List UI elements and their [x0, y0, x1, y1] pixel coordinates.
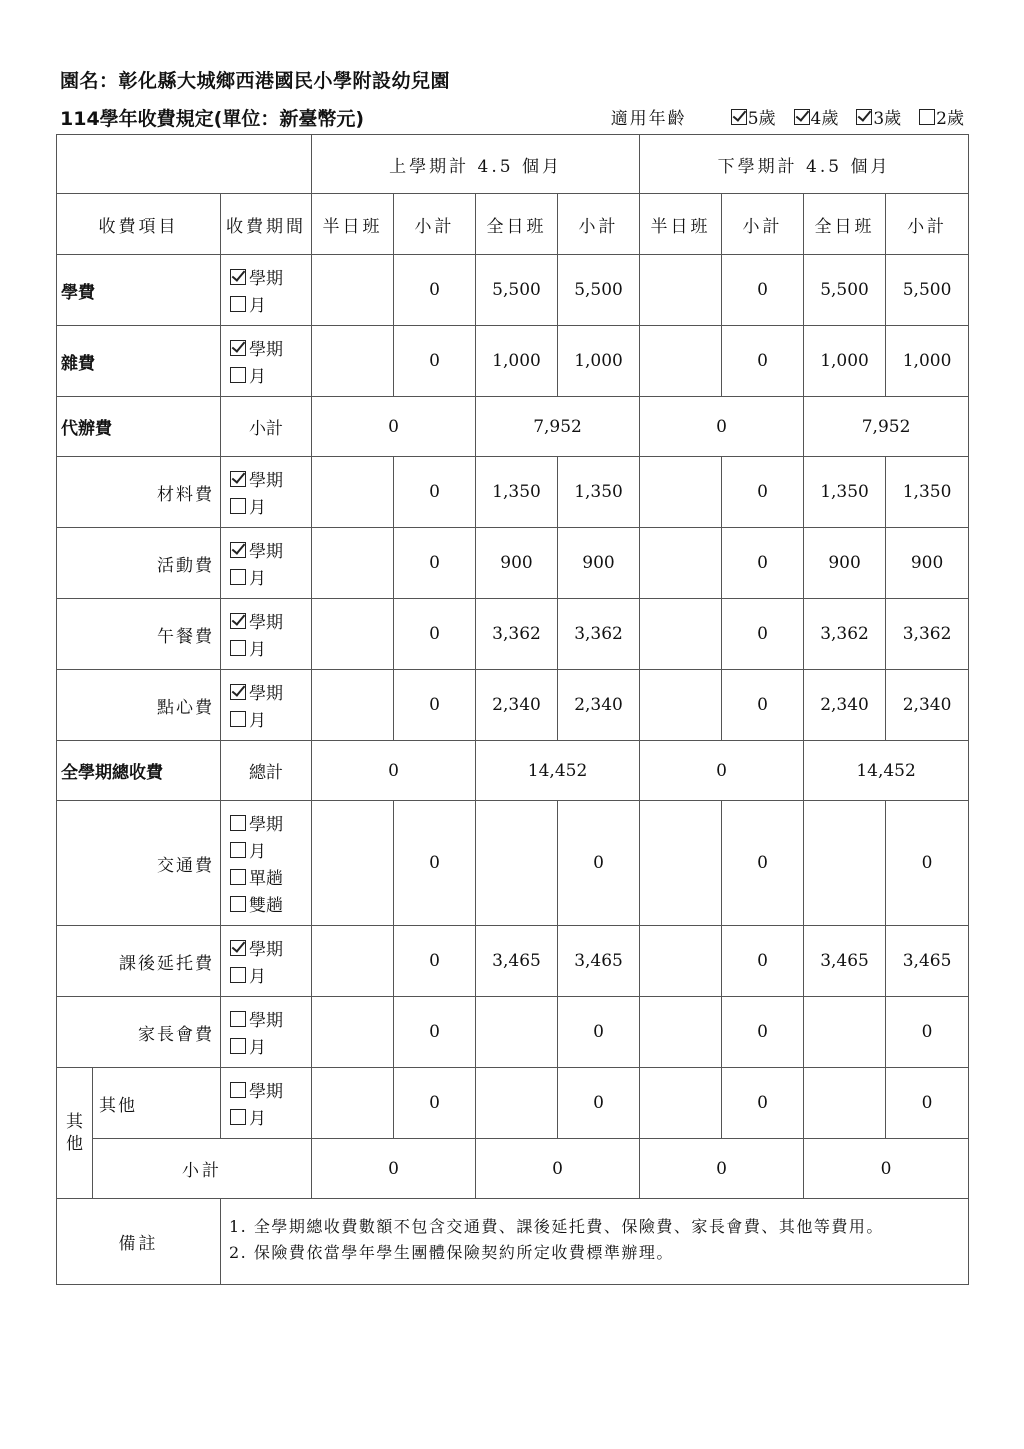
table-row [57, 741, 969, 801]
period-cell: 小計 [221, 397, 312, 457]
notes-row [57, 1199, 969, 1285]
cell: 900 [558, 528, 640, 599]
table-row [57, 926, 969, 997]
cell: 0 [312, 397, 476, 457]
period-options [221, 528, 312, 599]
cell: 0 [722, 670, 804, 741]
cell: 0 [722, 1068, 804, 1139]
cell [312, 670, 394, 741]
cell [804, 801, 886, 926]
age-label: 5歲 [747, 109, 776, 129]
checkbox-empty-icon [919, 109, 935, 125]
table-row [57, 1068, 969, 1139]
option-label: 月 [249, 498, 266, 518]
option-label: 雙趟 [249, 896, 283, 916]
cell: 2,340 [804, 670, 886, 741]
cell: 3,362 [558, 599, 640, 670]
period-cell: 總計 [221, 741, 312, 801]
row-label: 材料費 [57, 457, 221, 528]
cell: 0 [640, 397, 804, 457]
option-label: 學期 [249, 269, 283, 289]
cell: 7,952 [804, 397, 969, 457]
cell: 0 [558, 997, 640, 1068]
period-options [221, 599, 312, 670]
period-options [221, 926, 312, 997]
subtotal-header: 小計 [394, 194, 476, 255]
cell [312, 528, 394, 599]
table-row [57, 670, 969, 741]
checkbox-empty-icon[interactable] [230, 869, 246, 885]
checkbox-checked-icon [856, 109, 872, 125]
table-row [57, 801, 969, 926]
checkbox-empty-icon[interactable] [230, 1011, 246, 1027]
item-header: 收費項目 [57, 194, 221, 255]
ages-label: 適用年齡 [610, 109, 687, 129]
cell: 0 [558, 1068, 640, 1139]
cell: 900 [476, 528, 558, 599]
semester-2-header: 下學期計 4.5 個月 [640, 135, 969, 194]
option-label: 學期 [249, 815, 283, 835]
checkbox-checked-icon [794, 109, 810, 125]
row-label: 點心費 [57, 670, 221, 741]
option-label: 月 [249, 711, 266, 731]
cell [312, 457, 394, 528]
cell [312, 1068, 394, 1139]
cell: 0 [640, 741, 804, 801]
cell [640, 528, 722, 599]
row-label: 其他 [93, 1068, 221, 1139]
cell: 2,340 [558, 670, 640, 741]
cell: 0 [312, 1139, 476, 1199]
cell: 0 [722, 528, 804, 599]
row-label: 全學期總收費 [57, 741, 221, 801]
cell: 0 [394, 457, 476, 528]
cell: 0 [394, 326, 476, 397]
half-day-header: 半日班 [640, 194, 722, 255]
cell: 0 [886, 1068, 969, 1139]
cell [312, 599, 394, 670]
row-label: 小計 [93, 1139, 312, 1199]
cell: 3,465 [804, 926, 886, 997]
cell: 14,452 [804, 741, 969, 801]
option-label: 學期 [249, 340, 283, 360]
school-name: 園名：彰化縣大城鄉西港國民小學附設幼兒園 [60, 70, 451, 92]
period-options [221, 997, 312, 1068]
row-label: 午餐費 [57, 599, 221, 670]
table-row [57, 457, 969, 528]
age-5[interactable] [731, 104, 776, 129]
cell: 900 [804, 528, 886, 599]
checkbox-empty-icon[interactable] [230, 711, 246, 727]
row-label: 課後延托費 [57, 926, 221, 997]
cell [640, 457, 722, 528]
checkbox-checked-icon[interactable] [230, 613, 246, 629]
cell: 1,350 [476, 457, 558, 528]
semester-1-header: 上學期計 4.5 個月 [312, 135, 640, 194]
cell: 0 [558, 801, 640, 926]
age-label: 2歲 [936, 109, 964, 129]
cell: 1,000 [476, 326, 558, 397]
other-group-text: 其他 [66, 1112, 83, 1154]
cell: 1,000 [804, 326, 886, 397]
cell: 0 [394, 997, 476, 1068]
cell: 0 [722, 801, 804, 926]
cell: 0 [804, 1139, 969, 1199]
full-day-header: 全日班 [804, 194, 886, 255]
cell [476, 1068, 558, 1139]
age-3[interactable] [856, 104, 901, 129]
cell: 2,340 [476, 670, 558, 741]
cell: 0 [312, 741, 476, 801]
cell: 0 [722, 926, 804, 997]
option-label: 學期 [249, 684, 283, 704]
full-day-header: 全日班 [476, 194, 558, 255]
cell: 3,362 [804, 599, 886, 670]
cell [312, 997, 394, 1068]
cell: 1,350 [558, 457, 640, 528]
note-item: 2. 保險費依當學年學生團體保險契約所定收費標準辦理。 [229, 1242, 674, 1262]
checkbox-empty-icon[interactable] [230, 296, 246, 312]
cell: 5,500 [804, 255, 886, 326]
table-row [57, 997, 969, 1068]
table-row [57, 326, 969, 397]
checkbox-checked-icon[interactable] [230, 684, 246, 700]
cell [640, 255, 722, 326]
cell: 5,500 [476, 255, 558, 326]
cell: 0 [722, 326, 804, 397]
row-label: 活動費 [57, 528, 221, 599]
checkbox-empty-icon[interactable] [230, 896, 246, 912]
subtotal-header: 小計 [886, 194, 969, 255]
cell: 0 [722, 599, 804, 670]
period-options [221, 670, 312, 741]
option-label: 學期 [249, 1082, 283, 1102]
age-2[interactable] [919, 104, 964, 129]
checkbox-checked-icon[interactable] [230, 340, 246, 356]
cell: 3,465 [886, 926, 969, 997]
checkbox-empty-icon[interactable] [230, 498, 246, 514]
cell [640, 997, 722, 1068]
cell: 1,000 [886, 326, 969, 397]
cell [640, 1068, 722, 1139]
table-row [57, 599, 969, 670]
period-options [221, 457, 312, 528]
cell: 0 [722, 457, 804, 528]
period-options [221, 1068, 312, 1139]
cell: 1,350 [886, 457, 969, 528]
option-label: 單趟 [249, 869, 283, 889]
checkbox-empty-icon[interactable] [230, 1082, 246, 1098]
checkbox-checked-icon[interactable] [230, 269, 246, 285]
cell: 0 [394, 1068, 476, 1139]
cell: 5,500 [886, 255, 969, 326]
period-options [221, 326, 312, 397]
cell: 0 [394, 255, 476, 326]
cell [640, 926, 722, 997]
option-label: 學期 [249, 471, 283, 491]
checkbox-empty-icon[interactable] [230, 640, 246, 656]
cell: 0 [886, 997, 969, 1068]
cell: 5,500 [558, 255, 640, 326]
option-label: 月 [249, 569, 266, 589]
checkbox-empty-icon[interactable] [230, 815, 246, 831]
half-day-header: 半日班 [312, 194, 394, 255]
cell: 3,362 [886, 599, 969, 670]
cell: 0 [394, 528, 476, 599]
cell: 3,465 [476, 926, 558, 997]
option-label: 月 [249, 640, 266, 660]
cell: 0 [394, 599, 476, 670]
cell [640, 801, 722, 926]
option-label: 月 [249, 1038, 266, 1058]
option-label: 月 [249, 842, 266, 862]
table-row [57, 1139, 969, 1199]
option-label: 學期 [249, 1011, 283, 1031]
option-label: 學期 [249, 940, 283, 960]
notes-label: 備註 [57, 1199, 221, 1285]
row-label: 家長會費 [57, 997, 221, 1068]
option-label: 月 [249, 367, 266, 387]
table-row [57, 528, 969, 599]
cell: 900 [886, 528, 969, 599]
subtotal-header: 小計 [558, 194, 640, 255]
cell [476, 997, 558, 1068]
cell: 0 [394, 926, 476, 997]
cell: 0 [722, 997, 804, 1068]
cell: 3,362 [476, 599, 558, 670]
cell [640, 599, 722, 670]
cell [640, 326, 722, 397]
checkbox-empty-icon[interactable] [230, 569, 246, 585]
cell: 3,465 [558, 926, 640, 997]
row-label: 代辦費 [57, 397, 221, 457]
table-row [57, 397, 969, 457]
cell: 1,000 [558, 326, 640, 397]
cell [312, 926, 394, 997]
checkbox-checked-icon[interactable] [230, 542, 246, 558]
option-label: 學期 [249, 613, 283, 633]
cell: 0 [640, 1139, 804, 1199]
age-label: 3歲 [873, 109, 902, 129]
checkbox-empty-icon[interactable] [230, 842, 246, 858]
cell: 0 [394, 801, 476, 926]
cell [804, 997, 886, 1068]
notes-content [221, 1199, 969, 1285]
cell: 0 [886, 801, 969, 926]
option-label: 月 [249, 1109, 266, 1129]
period-header: 收費期間 [221, 194, 312, 255]
cell: 0 [394, 670, 476, 741]
age-options [611, 104, 964, 129]
cell: 2,340 [886, 670, 969, 741]
fee-table [56, 134, 969, 1285]
age-label: 4歲 [810, 109, 839, 129]
option-label: 月 [249, 967, 266, 987]
cell [312, 255, 394, 326]
cell: 1,350 [804, 457, 886, 528]
blank-corner [57, 135, 312, 194]
period-options [221, 255, 312, 326]
option-label: 月 [249, 296, 266, 316]
table-row [57, 255, 969, 326]
subtotal-header: 小計 [722, 194, 804, 255]
cell [640, 670, 722, 741]
row-label: 交通費 [57, 801, 221, 926]
cell: 7,952 [476, 397, 640, 457]
option-label: 學期 [249, 542, 283, 562]
cell: 0 [476, 1139, 640, 1199]
checkbox-empty-icon[interactable] [230, 1109, 246, 1125]
cell [312, 326, 394, 397]
cell [804, 1068, 886, 1139]
note-item: 1. 全學期總收費數額不包含交通費、課後延托費、保險費、家長會費、其他等費用。 [229, 1216, 884, 1236]
cell: 0 [722, 255, 804, 326]
cell: 14,452 [476, 741, 640, 801]
checkbox-empty-icon[interactable] [230, 1038, 246, 1054]
checkbox-checked-icon[interactable] [230, 940, 246, 956]
cell [476, 801, 558, 926]
checkbox-checked-icon[interactable] [230, 471, 246, 487]
other-group-label [57, 1068, 93, 1199]
row-label: 雜費 [57, 326, 221, 397]
cell [312, 801, 394, 926]
row-label: 學費 [57, 255, 221, 326]
checkbox-empty-icon[interactable] [230, 967, 246, 983]
fee-title: 114學年收費規定(單位：新臺幣元) [60, 108, 365, 130]
period-options [221, 801, 312, 926]
age-4[interactable] [794, 104, 839, 129]
checkbox-checked-icon [731, 109, 747, 125]
checkbox-empty-icon[interactable] [230, 367, 246, 383]
